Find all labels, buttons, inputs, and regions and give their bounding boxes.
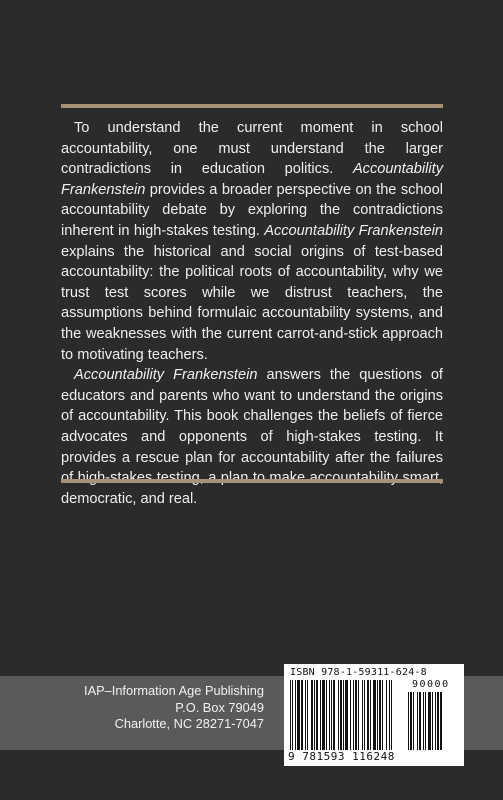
barcode-bar [386, 680, 387, 750]
barcode-bar [331, 680, 332, 750]
bottom-divider [61, 479, 443, 483]
price-addon-label: 90000 [412, 679, 450, 690]
barcode-bar [440, 692, 442, 750]
barcode-bar [382, 680, 383, 750]
barcode-bar [343, 680, 344, 750]
barcode-bar [320, 680, 321, 750]
barcode-bar [437, 692, 439, 750]
ean-barcode-bars [290, 680, 406, 750]
addon-barcode-bars [408, 692, 456, 750]
barcode-bar [370, 680, 371, 750]
barcode-bar [307, 680, 308, 750]
book-title-italic: Accountability Frankenstein [61, 161, 443, 198]
barcode-bar [353, 680, 354, 750]
barcode-bar [290, 680, 291, 750]
barcode-bar [373, 680, 376, 750]
barcode-bar [345, 680, 348, 750]
publisher-name: IAP–Information Age Publishing [84, 683, 264, 698]
ean-digits: 9 781593 116248 [288, 750, 395, 763]
barcode-bar [417, 692, 418, 750]
barcode-bar [364, 680, 365, 750]
barcode-bar [329, 680, 330, 750]
barcode-bar [362, 680, 363, 750]
barcode-bar [367, 680, 369, 750]
top-divider [61, 104, 443, 108]
book-description [61, 118, 443, 509]
barcode-bar [389, 680, 390, 750]
book-title-italic: Accountability Frankenstein [264, 222, 444, 239]
barcode-bar [350, 680, 351, 750]
barcode-bar [425, 692, 426, 750]
barcode-bar [423, 692, 424, 750]
barcode [284, 664, 464, 766]
barcode-bar [413, 692, 414, 750]
barcode-bar [326, 680, 327, 750]
barcode-bar [316, 680, 318, 750]
isbn-label: ISBN 978-1-59311-624-8 [290, 667, 427, 678]
barcode-bar [314, 680, 315, 750]
barcode-bar [311, 680, 313, 750]
barcode-bar [410, 692, 412, 750]
barcode-bar [428, 692, 431, 750]
barcode-bar [355, 680, 357, 750]
barcode-bar [358, 680, 359, 750]
description-paragraph-1: To understand the current moment in school accountability, one must understand the larger contradictions in education politics. Accountability Frankenstein provides a broader perspective on the school accountability debate by exploring the contradictions inherent in high-stakes testing. Accountability Frankenstein explains the historical and social origins of test-based accountability: the political roots of accountability, why we trust test scores while we distrust teachers, the assumptions behind formulaic accountability systems, and the weaknesses with the current carrot-and-stick approach to motivating teachers. [61, 120, 444, 363]
barcode-bar [408, 692, 409, 750]
book-title-italic: Accountability Frankenstein [74, 367, 258, 384]
barcode-bar [379, 680, 381, 750]
barcode-bar [322, 680, 325, 750]
description-paragraph-2: Accountability Frankenstein answers the questions of educators and parents who want to understand the origins of accountability. This book challenges the beliefs of fierce advocates and opponents of high-stakes testing. It provides a rescue plan for accountability after the failures democratic, and real. [61, 367, 443, 507]
publisher-po-box: P.O. Box 79049 [175, 699, 264, 715]
barcode-bar [305, 680, 306, 750]
publisher-info [46, 683, 264, 733]
barcode-bar [377, 680, 378, 750]
barcode-bar [432, 692, 433, 750]
barcode-bar [435, 692, 436, 750]
barcode-bar [419, 692, 421, 750]
barcode-bar [391, 680, 392, 750]
barcode-bar [338, 680, 339, 750]
publisher-city: Charlotte, NC 28271-7047 [114, 716, 264, 731]
barcode-bar [333, 680, 335, 750]
barcode-bar [301, 680, 303, 750]
barcode-bar [297, 680, 300, 750]
barcode-bar [340, 680, 342, 750]
barcode-bar [295, 680, 296, 750]
barcode-bar [292, 680, 293, 750]
